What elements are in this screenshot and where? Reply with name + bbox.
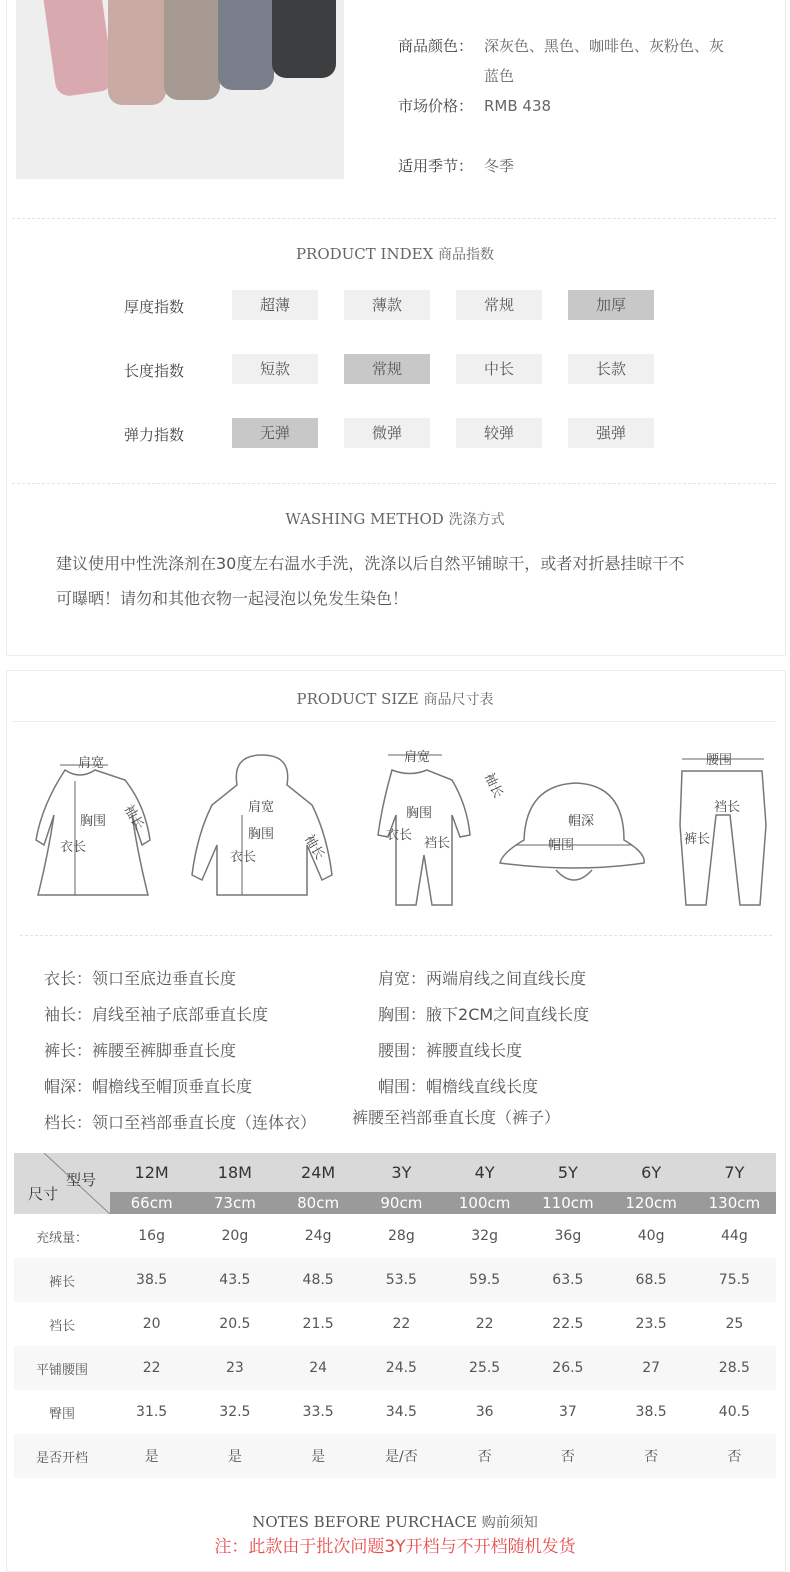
table-cell: 44g [721,1228,748,1244]
table-cell: 63.5 [526,1258,609,1302]
table-cell: 53.5 [360,1258,443,1302]
size-title-en: PRODUCT SIZE [296,690,419,708]
fig2-length-label: 衣长 [230,850,257,865]
height-cell: 66cm [110,1192,193,1214]
length-option-mid: 中长 [456,354,542,384]
table-cell: 22.5 [552,1316,584,1332]
height-cell: 100cm [443,1192,526,1214]
elasticity-index-label: 弹力指数 [124,426,185,444]
table-cell: 否 [526,1434,609,1478]
table-cell: 34.5 [385,1404,417,1420]
table-cell: 否 [693,1434,776,1478]
def-hat-circ-key: 帽围： [378,1077,427,1096]
season-value: 冬季 [484,157,515,175]
row-label: 裤长 [14,1258,110,1302]
model-cell: 18M [193,1153,276,1192]
color-label: 商品颜色： [398,37,474,55]
table-row [14,1346,776,1390]
table-cell: 75.5 [693,1258,776,1302]
height-cell: 90cm [360,1192,443,1214]
product-index-title-cn: 商品指数 [438,247,495,263]
def-pants-length-value: 裤腰至裤脚垂直长度 [92,1041,237,1060]
color-row [398,35,724,56]
length-index-label: 长度指数 [124,362,185,380]
def-crotch-pants: 裤腰至裆部垂直长度（裤子） [352,1108,561,1127]
fig1-chest-label: 胸围 [80,814,107,829]
table-cell: 28.5 [693,1346,776,1390]
table-cell: 21.5 [302,1316,334,1332]
table-cell: 23 [193,1346,276,1390]
corner-size-label: 尺寸 [28,1185,59,1203]
corner-model-label: 型号 [65,1171,96,1189]
fig1-sleeve-label: 袖长 [120,802,147,833]
def-shoulder-key: 肩宽： [378,969,427,988]
color-value-2: 蓝色 [484,67,515,85]
def-sleeve-value: 肩线至袖子底部垂直长度 [92,1005,269,1024]
table-cell: 20 [142,1316,161,1332]
def-hat-circ-value: 帽檐线直线长度 [426,1077,539,1096]
table-cell: 是 [193,1434,276,1478]
table-cell: 是/否 [360,1434,443,1478]
table-cell: 24g [304,1228,332,1244]
product-index-title-en: PRODUCT INDEX [295,245,434,263]
table-row [14,1390,776,1434]
divider [12,483,776,484]
fig1-length-label: 衣长 [60,840,87,855]
size-title-cn: 商品尺寸表 [423,692,494,708]
price-row [398,95,551,116]
gray-blue-pants-image [218,0,274,90]
elasticity-option-medium: 较弹 [456,418,542,448]
price-label: 市场价格： [398,97,474,115]
table-cell: 23.5 [635,1316,667,1332]
divider [12,721,776,722]
washing-text-line1: 建议使用中性洗涤剂在30度左右温水手洗，洗涤以后自然平铺晾干，或者对折悬挂晾干不 [56,554,685,573]
table-cell: 20g [221,1228,249,1244]
length-option-regular: 常规 [344,354,430,384]
fig3-chest-label: 胸围 [406,806,433,821]
season-row [398,155,514,176]
price-value: RMB 438 [484,97,552,115]
fig3-length-label: 衣长 [386,828,413,843]
washing-title-cn: 洗涤方式 [448,512,505,528]
washing-title [0,509,790,529]
washing-instructions [56,546,746,616]
thickness-option-ultrathin: 超薄 [232,290,318,320]
table-row [14,1434,776,1478]
notes-title-cn: 购前须知 [481,1515,538,1531]
table-cell: 28g [388,1228,415,1244]
table-cell: 16g [138,1228,165,1244]
table-cell: 36 [475,1404,494,1420]
size-table [14,1153,776,1478]
def-hat-depth-value: 帽檐线至帽顶垂直长度 [92,1077,253,1096]
fig4-hat-depth-label: 帽深 [568,814,595,829]
height-cell: 73cm [193,1192,276,1214]
beige-pants-image [108,0,166,105]
fig3-shoulder-label: 肩宽 [404,750,431,765]
def-length-key: 衣长： [44,969,93,988]
def-pants-length-key: 裤长： [44,1041,93,1060]
model-cell: 5Y [526,1153,609,1192]
divider [20,935,772,936]
table-cell: 27 [610,1346,693,1390]
table-cell: 是 [110,1434,193,1478]
table-cell: 32.5 [219,1404,251,1420]
model-cell: 6Y [610,1153,693,1192]
model-row [14,1153,776,1192]
fig5-waist-label: 腰围 [706,753,733,768]
table-cell: 38.5 [110,1258,193,1302]
model-cell: 3Y [360,1153,443,1192]
romper-diagram [352,745,512,915]
table-row [14,1214,776,1258]
table-row [14,1302,776,1346]
washing-title-en: WASHING METHOD [285,510,444,528]
definitions-left [44,961,316,1141]
def-crotch-key: 档长： [44,1113,93,1132]
fig3-sleeve-label: 袖长 [480,770,506,801]
product-photo [16,0,344,179]
pink-pants-image [43,0,114,98]
table-cell: 40g [637,1228,665,1244]
fig2-sleeve-label: 袖长 [301,832,327,863]
height-cell: 80cm [277,1192,360,1214]
hat-diagram [496,745,646,895]
fig5-pants-length-label: 裤长 [684,832,711,847]
thickness-option-thin: 薄款 [344,290,430,320]
thickness-index-label: 厚度指数 [124,298,185,316]
model-cell: 12M [110,1153,193,1192]
size-title [0,689,790,709]
height-cell: 120cm [610,1192,693,1214]
thickness-option-regular: 常规 [456,290,542,320]
table-cell: 24.5 [360,1346,443,1390]
fig4-hat-circ-label: 帽围 [548,838,575,853]
table-cell: 32g [471,1228,498,1244]
table-cell: 36g [554,1228,582,1244]
row-label: 充绒量： [35,1230,88,1246]
def-shoulder-value: 两端肩线之间直线长度 [426,969,587,988]
def-sleeve-key: 袖长： [44,1005,93,1024]
color-value: 深灰色、黑色、咖啡色、灰粉色、灰 [484,37,725,55]
divider [12,218,776,219]
row-label: 平铺腰围 [14,1346,110,1390]
def-waist-key: 腰围： [378,1041,427,1060]
table-cell: 否 [610,1434,693,1478]
fig2-chest-label: 胸围 [248,827,275,842]
fig1-shoulder-label: 肩宽 [78,756,105,771]
elasticity-option-strong: 强弹 [568,418,654,448]
thickness-option-thick: 加厚 [568,290,654,320]
table-cell: 24 [277,1346,360,1390]
elasticity-option-none: 无弹 [232,418,318,448]
table-cell: 26.5 [526,1346,609,1390]
table-cell: 22 [475,1316,494,1332]
color-value-line2 [484,65,514,86]
model-cell: 4Y [443,1153,526,1192]
def-chest-key: 胸围： [378,1005,427,1024]
table-cell: 40.5 [718,1404,750,1420]
def-crotch-value: 领口至裆部垂直长度（连体衣） [92,1113,317,1132]
table-cell: 33.5 [302,1404,334,1420]
fig2-shoulder-label: 肩宽 [248,800,275,815]
table-cell: 22 [392,1316,411,1332]
pants-diagram [668,745,778,910]
def-length-value: 领口至底边垂直长度 [92,969,237,988]
notes-red-text: 注：此款由于批次问题3Y开档与不开档随机发货 [214,1537,576,1557]
model-cell: 24M [277,1153,360,1192]
length-option-short: 短款 [232,354,318,384]
notes-title-en: NOTES BEFORE PURCHACE [252,1513,477,1531]
height-row [14,1192,776,1214]
season-label: 适用季节： [398,157,474,175]
table-cell: 20.5 [219,1316,251,1332]
table-cell: 25 [725,1316,744,1332]
height-cell: 110cm [526,1192,609,1214]
height-cell: 130cm [693,1192,776,1214]
fig3-crotch-label: 裆长 [424,836,451,851]
row-label: 是否开档 [14,1434,110,1478]
def-chest-value: 腋下2CM之间直线长度 [426,1005,590,1024]
table-row [14,1258,776,1302]
definitions-right [378,961,589,1105]
table-cell: 59.5 [443,1258,526,1302]
table-cell: 38.5 [635,1404,667,1420]
def-waist-value: 裤腰直线长度 [426,1041,523,1060]
table-cell: 43.5 [193,1258,276,1302]
fig5-crotch-label: 裆长 [714,800,741,815]
row-label: 臀围 [48,1406,75,1422]
table-cell: 22 [110,1346,193,1390]
jacket-diagram [182,745,342,905]
notes-title [0,1512,790,1532]
def-hat-depth-key: 帽深： [44,1077,93,1096]
black-pants-image [272,0,336,78]
table-cell: 31.5 [136,1404,168,1420]
elasticity-option-slight: 微弹 [344,418,430,448]
row-label: 裆长 [48,1318,75,1334]
table-cell: 48.5 [277,1258,360,1302]
table-cell: 是 [277,1434,360,1478]
dress-diagram [20,745,170,905]
table-cell: 否 [443,1434,526,1478]
table-cell: 25.5 [443,1346,526,1390]
model-cell: 7Y [693,1153,776,1192]
length-option-long: 长款 [568,354,654,384]
table-cell: 68.5 [610,1258,693,1302]
table-corner [14,1153,110,1214]
table-cell: 37 [558,1404,577,1420]
coffee-pants-image [164,0,220,100]
product-index-title [0,244,790,264]
washing-text-line2: 可曝晒！请勿和其他衣物一起浸泡以免发生染色！ [56,589,409,608]
